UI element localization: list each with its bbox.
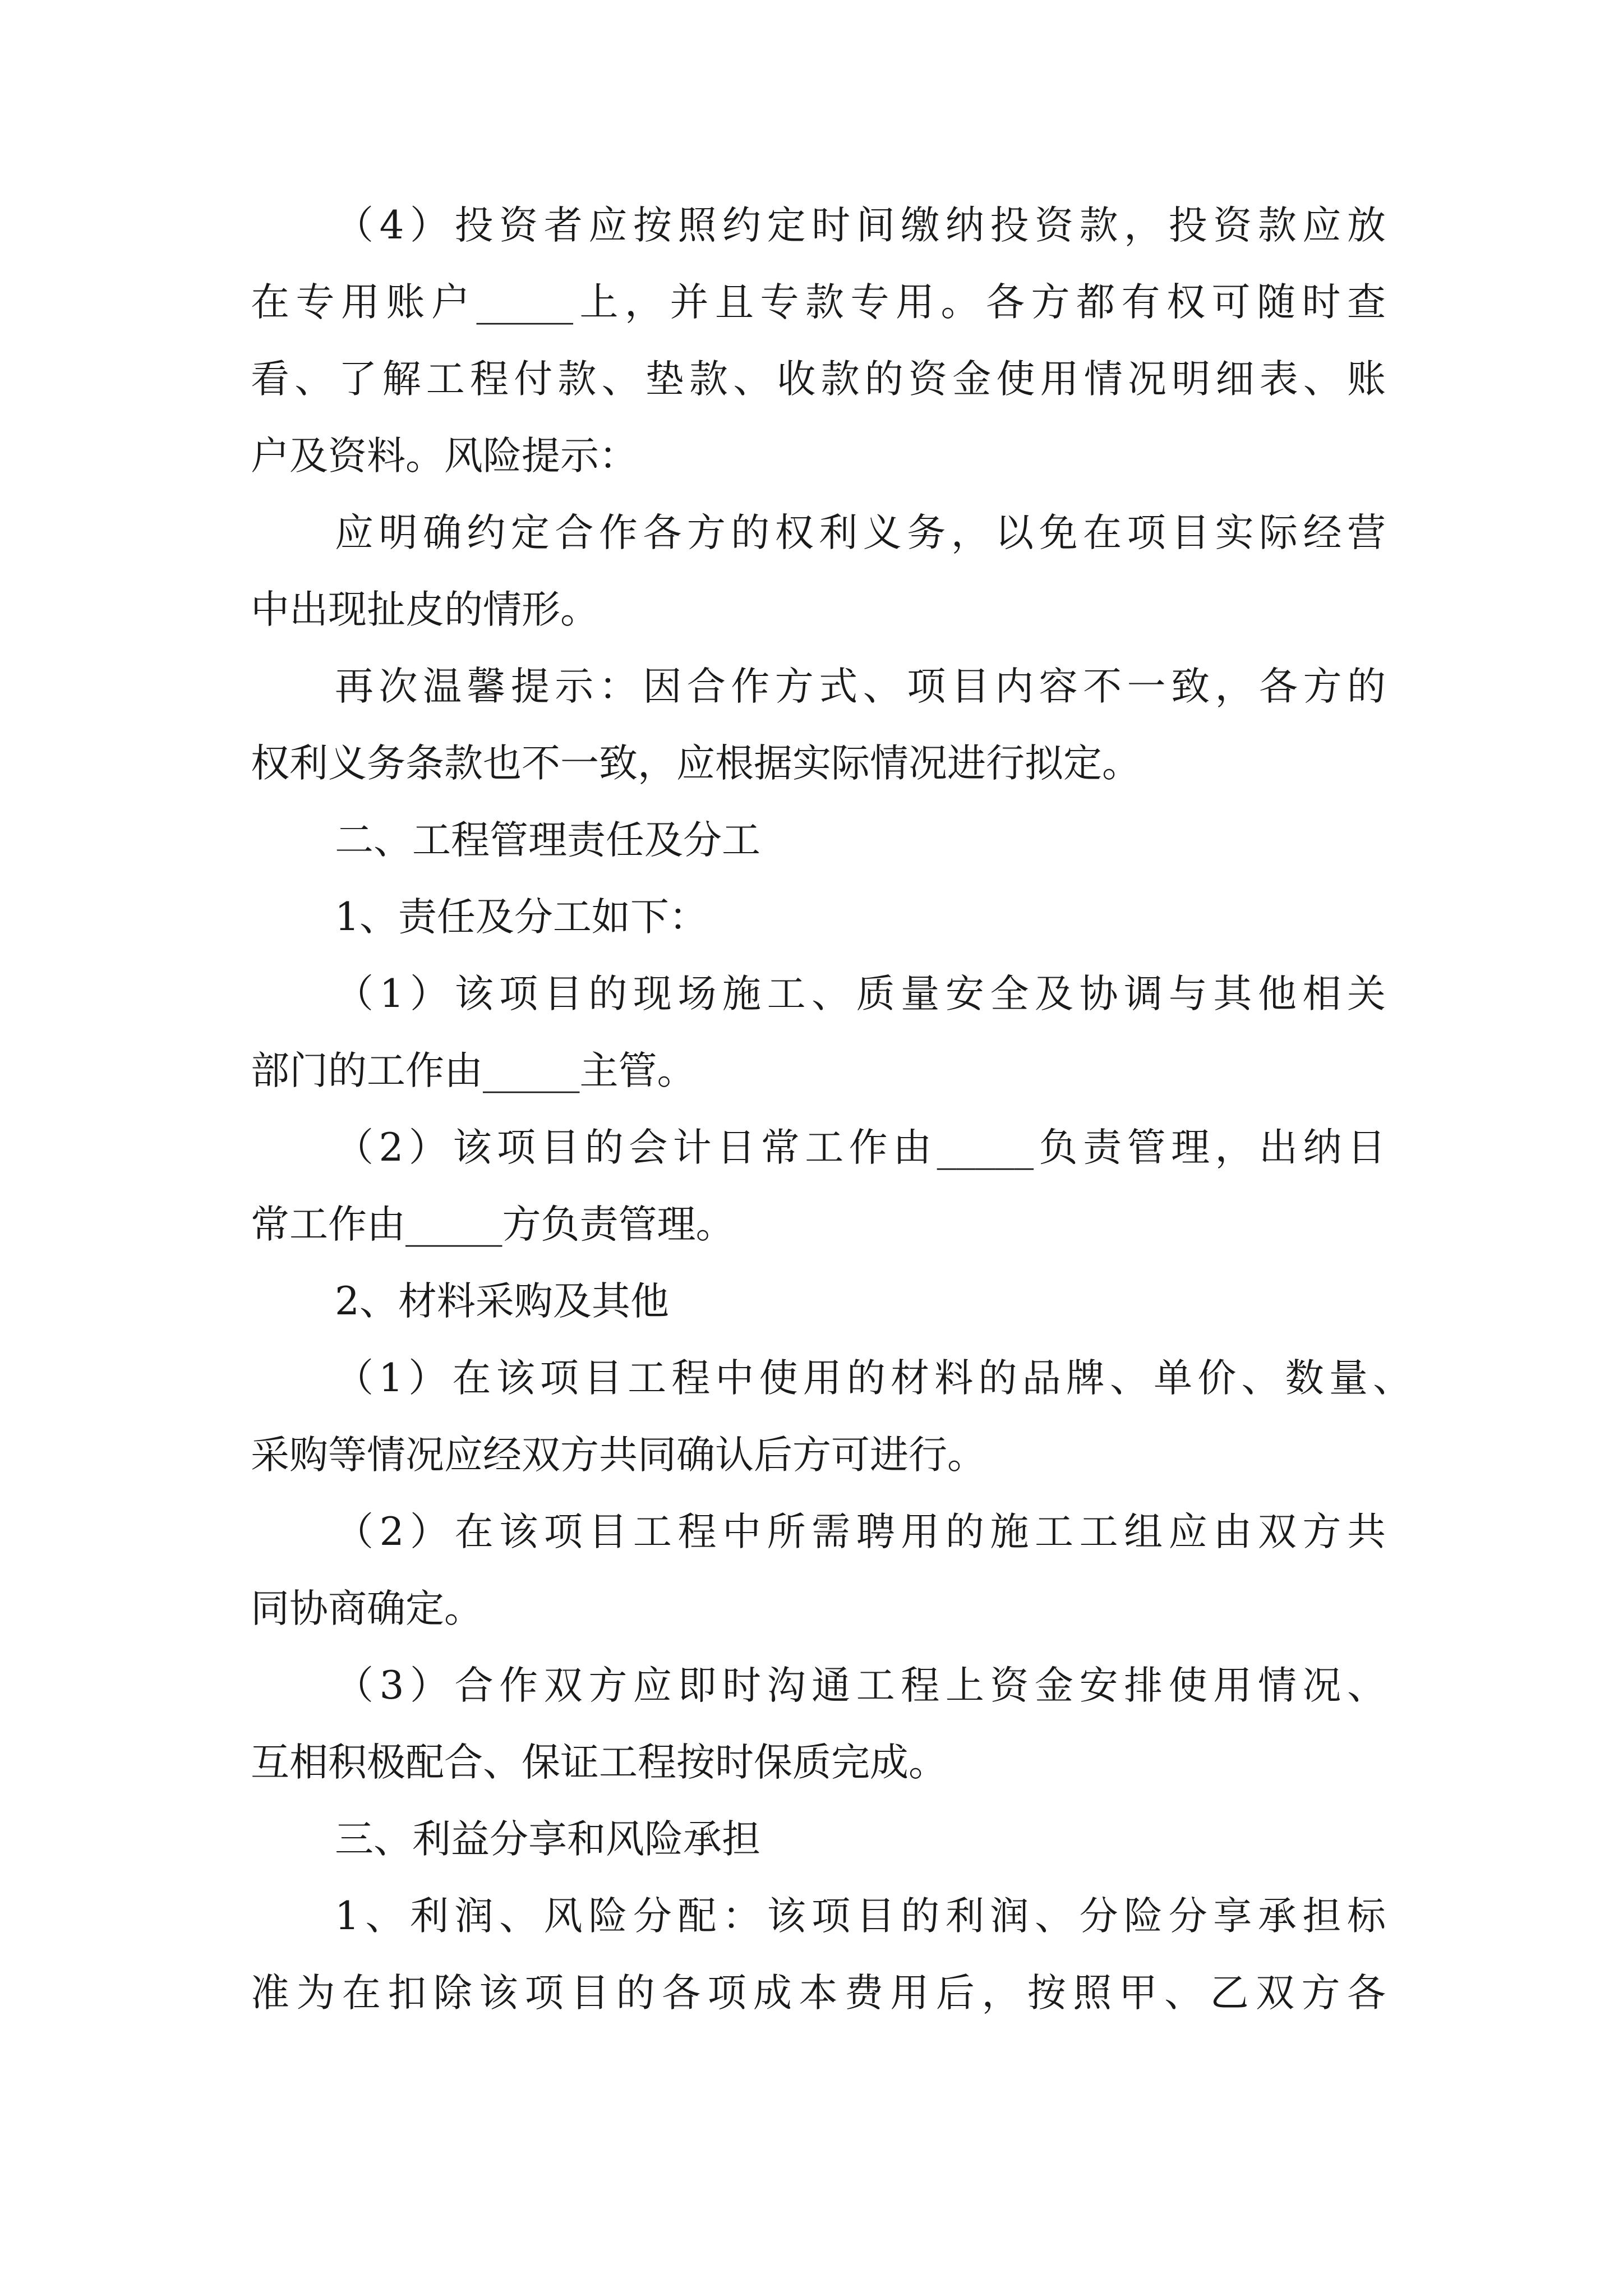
item-2-1-1-line-1: （1）该项目的现场施工、质量安全及协调与其他相关	[335, 972, 1386, 1016]
item-2-1-1-line-2: 部门的工作由_____主管。	[251, 1048, 696, 1093]
paragraph-4-line-3: 看、了解工程付款、垫款、收款的资金使用情况明细表、账	[251, 357, 1386, 402]
reminder-line-2: 权利义务条款也不一致，应根据实际情况进行拟定。	[251, 741, 1141, 786]
risk-note-line-1: 应明确约定合作各方的权利义务，以免在项目实际经营	[335, 510, 1386, 555]
paragraph-4-line-4: 户及资料。风险提示：	[251, 434, 638, 478]
item-3-1-line-2: 准为在扣除该项目的各项成本费用后，按照甲、乙双方各	[251, 1971, 1386, 2016]
item-2-2-3-line-2: 互相积极配合、保证工程按时保质完成。	[251, 1740, 947, 1785]
item-2-2-3-line-1: （3）合作双方应即时沟通工程上资金安排使用情况、	[335, 1663, 1386, 1708]
item-2-1-2-line-2: 常工作由_____方负责管理。	[251, 1202, 735, 1247]
paragraph-4-line-1: （4）投资者应按照约定时间缴纳投资款，投资款应放	[335, 203, 1386, 248]
item-2-2-2-line-2: 同协商确定。	[251, 1586, 483, 1631]
subsection-2-2-heading: 2、材料采购及其他	[335, 1279, 669, 1324]
item-2-2-2-line-1: （2）在该项目工程中所需聘用的施工工组应由双方共	[335, 1510, 1386, 1554]
section-2-heading: 二、工程管理责任及分工	[335, 818, 760, 863]
item-2-2-1-line-1: （1）在该项目工程中使用的材料的品牌、单价、数量、	[335, 1356, 1412, 1401]
section-3-heading: 三、利益分享和风险承担	[335, 1817, 760, 1862]
subsection-2-1-heading: 1、责任及分工如下：	[335, 895, 708, 940]
item-2-1-2-line-1: （2）该项目的会计日常工作由_____负责管理，出纳日	[335, 1125, 1386, 1170]
item-3-1-line-1: 1、利润、风险分配：该项目的利润、分险分享承担标	[335, 1894, 1386, 1939]
paragraph-4-line-2: 在专用账户_____上，并且专款专用。各方都有权可随时查	[251, 280, 1386, 325]
reminder-line-1: 再次温馨提示：因合作方式、项目内容不一致，各方的	[335, 664, 1386, 709]
risk-note-line-2: 中出现扯皮的情形。	[251, 587, 599, 632]
item-2-2-1-line-2: 采购等情况应经双方共同确认后方可进行。	[251, 1433, 986, 1478]
